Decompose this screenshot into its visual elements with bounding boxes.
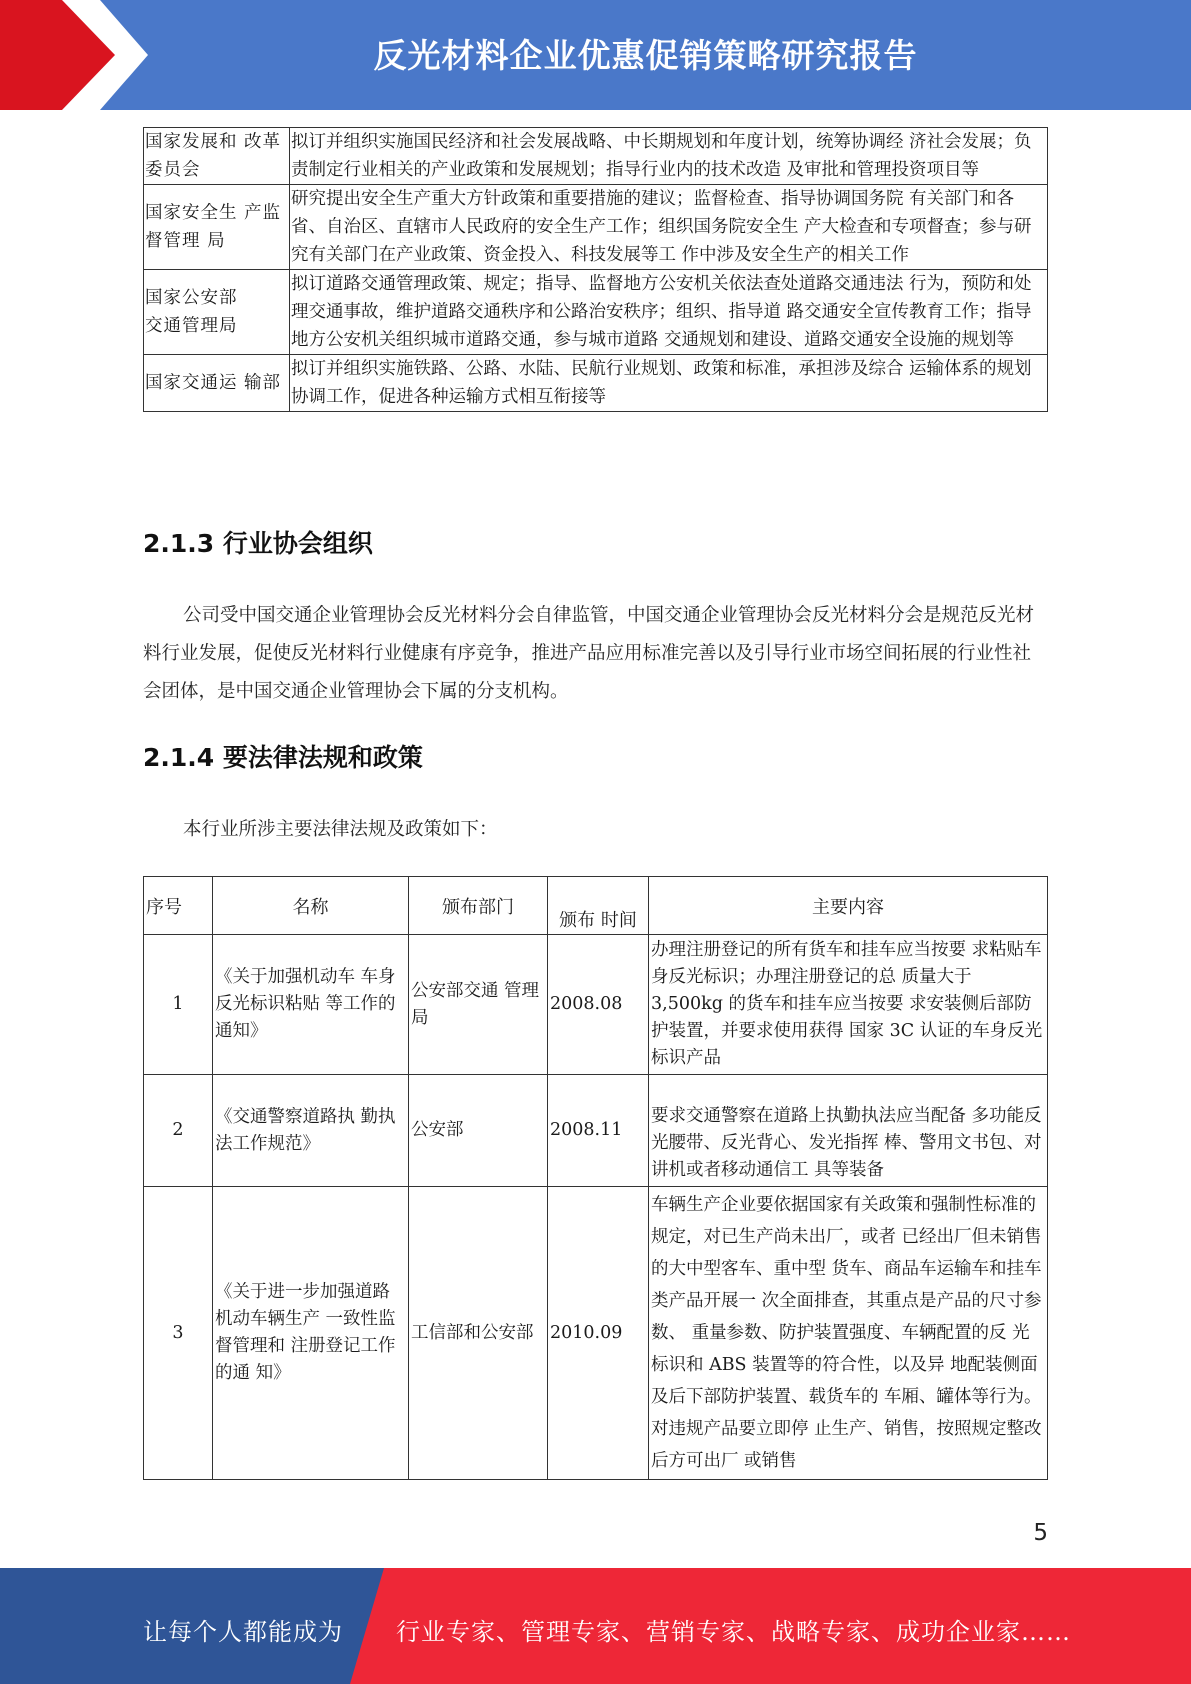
section-paragraph: 本行业所涉主要法律法规及政策如下： [183,819,498,840]
header-arrow-graphic [0,0,160,110]
section-paragraph: 公司受中国交通企业管理协会反光材料分会自律监管，中国交通企业管理协会反光材料分会是规范反光材料行业发展，促使反光材料行业健康有序竞争，推进产品应用标准完善以及引导行业市场空间拓展的行业性社会团体，是中国交通企业管理协会下属的分支机构。 [143,605,1035,702]
section-heading-2-1-4: 2.1.4 要法律法规和政策 [143,743,423,772]
row-content: 要求交通警察在道路上执勤执法应当配备 多功能反光腰带、反光背心、发光指挥 棒、警用文书包、对讲机或者移动通信工 具等装备 [649,1075,1048,1187]
table-row [144,935,1048,1075]
row-date: 2008.08 [548,935,649,1075]
law-table [143,876,1048,1480]
agency-duty: 拟订并组织实施铁路、公路、水陆、民航行业规划、政策和标准，承担涉及综合 运输体系的规划协调工作，促进各种运输方式相互衔接等 [290,355,1048,412]
row-dept: 公安部交通 管理局 [409,935,548,1075]
header-no: 序号 [144,877,213,935]
table-row [144,1075,1048,1187]
agency-table [143,127,1048,412]
table-header-row [144,877,1048,935]
table-row [144,1187,1048,1480]
row-no: 1 [144,935,213,1075]
page-number: 5 [1033,1520,1048,1546]
table-row [144,270,1048,355]
agency-name: 国家安全生 产监督管理 局 [144,185,290,270]
footer-banner [0,1568,1191,1684]
row-name: 《关于进一步加强道路机动车辆生产 一致性监督管理和 注册登记工作的通 知》 [213,1187,409,1480]
header-date: 颁布 时间 [548,877,649,935]
table-row [144,185,1048,270]
table-row [144,355,1048,412]
report-title: 反光材料企业优惠促销策略研究报告 [373,36,918,75]
agency-name: 国家发展和 改革委员会 [144,128,290,185]
agency-duty: 拟订并组织实施国民经济和社会发展战略、中长期规划和年度计划，统筹协调经 济社会发展；负责制定行业相关的产业政策和发展规划；指导行业内的技术改造 及审批和管理投资项目等 [290,128,1048,185]
row-no: 3 [144,1187,213,1480]
header-content: 主要内容 [649,877,1048,935]
footer-slogan-right: 行业专家、管理专家、营销专家、战略专家、成功企业家…… [396,1618,1071,1646]
row-content: 车辆生产企业要依据国家有关政策和强制性标准的规定，对已生产尚未出厂，或者 已经出厂但未销售的大中型客车、重中型 货车、商品车运输车和挂车类产品开展一 次全面排查，其重点是产品的尺寸参数、 重量参数、防护装置强度、车辆配置的反 光标识和 ABS 装置等的符合性，以及异 地配装侧面及后下部防护装置、载货车的 车厢、罐体等行为。对违规产品要立即停 止生产、销售，按照规定整改后方可出厂 或销售 [649,1187,1048,1480]
header-name: 名称 [213,877,409,935]
agency-duty: 拟订道路交通管理政策、规定；指导、监督地方公安机关依法查处道路交通违法 行为，预防和处理交通事故，维护道路交通秩序和公路治安秩序；组织、指导道 路交通安全宣传教育工作；指导地方公安机关组织城市道路交通，参与城市道路 交通规划和建设、道路交通安全设施的规划等 [290,270,1048,355]
row-content: 办理注册登记的所有货车和挂车应当按要 求粘贴车身反光标识；办理注册登记的总 质量大于 3,500kg 的货车和挂车应当按要 求安装侧后部防护装置，并要求使用获得 国家 3C 认证的车身反光标识产品 [649,935,1048,1075]
header-dept: 颁布部门 [409,877,548,935]
row-dept: 工信部和公安部 [409,1187,548,1480]
header-banner [0,0,1191,110]
table-row [144,128,1048,185]
agency-name: 国家公安部 交通管理局 [144,270,290,355]
row-no: 2 [144,1075,213,1187]
row-name: 《交通警察道路执 勤执法工作规范》 [213,1075,409,1187]
row-dept: 公安部 [409,1075,548,1187]
footer-slogan-left: 让每个人都能成为 [143,1618,343,1646]
row-date: 2008.11 [548,1075,649,1187]
agency-name: 国家交通运 输部 [144,355,290,412]
agency-duty: 研究提出安全生产重大方针政策和重要措施的建议；监督检查、指导协调国务院 有关部门和各省、自治区、直辖市人民政府的安全生产工作；组织国务院安全生 产大检查和专项督查；参与研究有关部门在产业政策、资金投入、科技发展等工 作中涉及安全生产的相关工作 [290,185,1048,270]
row-date: 2010.09 [548,1187,649,1480]
row-name: 《关于加强机动车 车身反光标识粘贴 等工作的通知》 [213,935,409,1075]
section-heading-2-1-3: 2.1.3 行业协会组织 [143,529,373,558]
